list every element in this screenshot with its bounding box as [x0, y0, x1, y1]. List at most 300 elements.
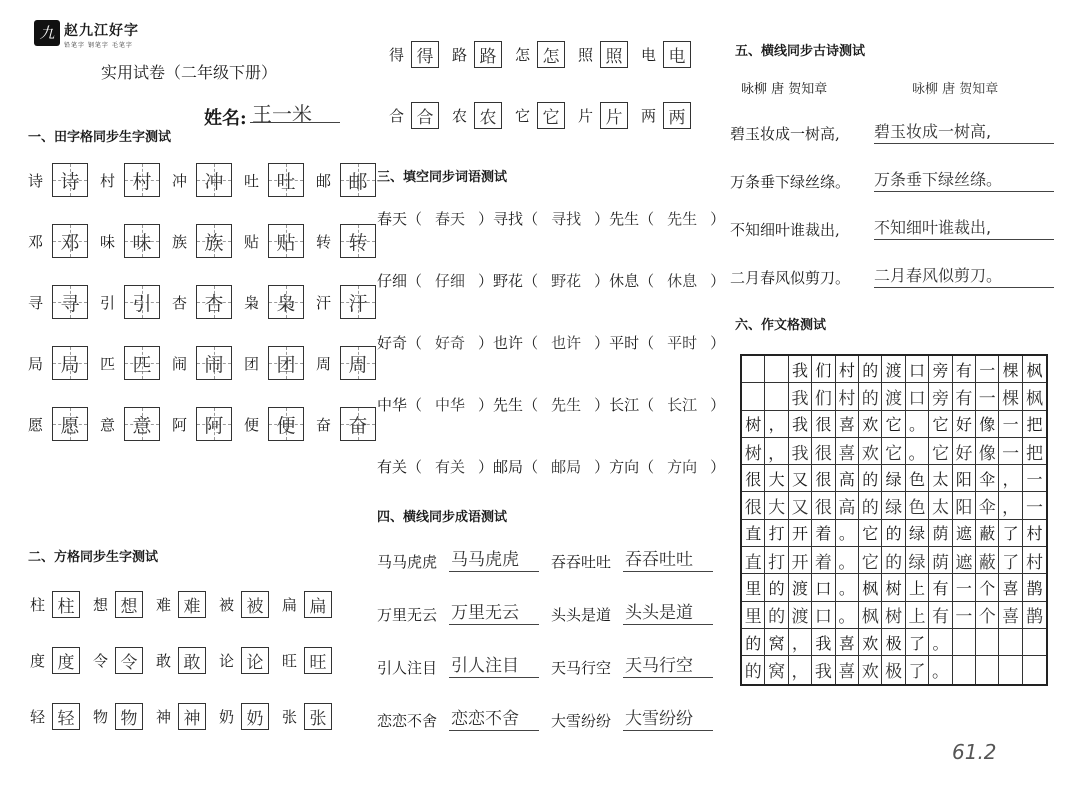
printed-char: 贴 [244, 232, 260, 251]
printed-char: 它 [515, 106, 531, 125]
printed-char: 奋 [316, 415, 332, 434]
written-char: 扁 [309, 596, 327, 617]
idiom-written: 天马行空 [623, 651, 713, 678]
fangge-cell [304, 647, 332, 674]
composition-cell: 它 [882, 438, 905, 464]
composition-cell: 大 [765, 492, 788, 518]
composition-cell: 树 [742, 438, 765, 464]
fangge-cell [411, 102, 439, 129]
composition-cell: 着 [812, 520, 835, 546]
composition-row-written [742, 547, 1046, 574]
written-char: 旺 [309, 652, 327, 673]
tianzige-cell [340, 163, 376, 197]
composition-cell: 有 [929, 602, 952, 628]
tianzige-cell [52, 224, 88, 258]
poem-printed: 万条垂下绿丝绦。 [730, 173, 851, 191]
fangge-cell [178, 591, 206, 618]
written-char: 度 [57, 652, 75, 673]
composition-cell: 欢 [859, 411, 882, 437]
composition-cell [765, 383, 788, 409]
written-char: 团 [276, 353, 296, 376]
section2-grid [30, 590, 345, 758]
composition-cell: 里 [742, 602, 765, 628]
composition-cell: 绿 [882, 465, 905, 491]
written-char: 奋 [348, 414, 368, 437]
printed-char: 转 [316, 232, 332, 251]
composition-cell: 像 [976, 438, 999, 464]
composition-cell: 枫 [1025, 388, 1043, 409]
fangge-cell [600, 41, 628, 68]
composition-cell: 我 [789, 383, 812, 409]
name-label: 姓名: [204, 108, 247, 129]
written-word: 也许 [551, 334, 582, 352]
composition-cell: 个 [976, 602, 999, 628]
composition-cell [976, 656, 999, 683]
composition-cell: 的 [765, 602, 788, 628]
composition-cell: 的 [742, 629, 765, 655]
printed-char: 令 [93, 651, 109, 670]
section3-rows [377, 208, 725, 518]
printed-word: 也许 [493, 334, 524, 352]
composition-cell: 很 [742, 465, 765, 491]
composition-cell: 上 [906, 602, 929, 628]
idiom-printed: 天马行空 [551, 659, 612, 677]
written-word: 先生 [551, 396, 582, 414]
composition-cell: 很 [812, 492, 835, 518]
composition-cell: 。 [836, 602, 859, 628]
poem-row [730, 214, 1054, 240]
section2-title: 二、方格同步生字测试 [28, 550, 159, 565]
composition-cell: 口 [906, 383, 929, 409]
composition-cell: ， [999, 492, 1022, 518]
composition-cell: 棵 [999, 356, 1022, 382]
composition-cell: 。 [836, 547, 859, 573]
tianzige-cell [52, 163, 88, 197]
tianzige-cell [124, 346, 160, 380]
composition-cell: 有 [953, 383, 976, 409]
composition-row-printed [742, 629, 1046, 656]
written-char: 敢 [183, 652, 201, 673]
composition-cell: 枫 [859, 602, 882, 628]
printed-char: 邓 [28, 232, 44, 251]
printed-char: 合 [389, 106, 405, 125]
composition-cell: 村 [836, 383, 859, 409]
written-word: 中华 [435, 396, 466, 414]
written-char: 片 [605, 107, 623, 128]
tianzige-row [28, 221, 388, 261]
printed-char: 度 [30, 651, 46, 670]
composition-row-printed [742, 574, 1046, 601]
tianzige-row [28, 160, 388, 200]
poem-written: 不知细叶谁裁出, [874, 215, 1054, 240]
composition-cell: 它 [929, 438, 952, 464]
tianzige-cell [196, 285, 232, 319]
composition-cell: 了 [999, 520, 1022, 546]
composition-cell: 枫 [1026, 360, 1043, 380]
tianzige-cell [196, 224, 232, 258]
printed-word: 先生 [493, 396, 524, 414]
composition-cell: 一 [999, 438, 1022, 464]
composition-cell [953, 656, 976, 683]
composition-cell: 荫 [929, 547, 952, 573]
written-char: 阿 [204, 414, 224, 437]
written-char: 农 [479, 107, 497, 128]
fangge-row [389, 101, 704, 129]
composition-cell: 它 [859, 520, 882, 546]
composition-cell: 一 [976, 356, 999, 382]
printed-char: 村 [100, 171, 116, 190]
tianzige-cell [124, 224, 160, 258]
composition-cell: 喜 [836, 411, 859, 437]
composition-cell: 好 [953, 411, 976, 437]
composition-cell: 像 [976, 411, 999, 437]
composition-cell: 了 [906, 629, 929, 655]
tianzige-cell [268, 285, 304, 319]
composition-cell [765, 356, 788, 382]
printed-word: 好奇 [377, 334, 408, 352]
composition-cell: 口 [812, 574, 835, 600]
printed-char: 团 [244, 354, 260, 373]
composition-cell: 遮 [953, 547, 976, 573]
tianzige-row [28, 282, 388, 322]
composition-cell: 村 [836, 356, 859, 382]
composition-cell: 喜 [999, 574, 1022, 600]
written-word: 平时 [667, 334, 698, 352]
fangge-row [30, 646, 345, 674]
written-word: 先生 [667, 210, 698, 228]
composition-cell: 们 [812, 356, 835, 382]
tianzige-cell [52, 285, 88, 319]
composition-cell: 里 [742, 574, 765, 600]
written-char: 令 [120, 652, 138, 673]
composition-cell: 一 [1026, 469, 1043, 489]
idiom-printed: 吞吞吐吐 [551, 553, 612, 571]
printed-char: 意 [100, 415, 116, 434]
idiom-printed: 大雪纷纷 [551, 712, 612, 730]
composition-cell: 很 [812, 438, 835, 464]
composition-cell: 一 [953, 574, 976, 600]
composition-cell: 色 [906, 465, 929, 491]
composition-cell: 绿 [906, 520, 929, 546]
printed-char: 难 [156, 595, 172, 614]
printed-char: 敢 [156, 651, 172, 670]
written-char: 合 [416, 107, 434, 128]
written-char: 便 [276, 414, 296, 437]
poem-title-left: 咏柳 唐 贺知章 [741, 82, 828, 97]
tianzige-cell [52, 407, 88, 441]
composition-cell: 口 [906, 356, 929, 382]
written-word: 寻找 [551, 210, 582, 228]
fangge-cell [474, 41, 502, 68]
composition-cell: 上 [906, 574, 929, 600]
written-char: 柱 [57, 596, 75, 617]
fangge-cell [537, 41, 565, 68]
written-char: 邓 [60, 231, 80, 254]
fill-row: 有关（ 有关 ）邮局（ 邮局 ）方向（ 方向 ） [377, 458, 726, 476]
written-char: 汗 [348, 292, 368, 315]
composition-cell [742, 356, 765, 382]
printed-char: 农 [452, 106, 468, 125]
composition-cell: 的 [742, 656, 765, 683]
composition-cell: 它 [859, 547, 882, 573]
poem-title-right: 咏柳 唐 贺知章 [912, 82, 999, 97]
written-char: 周 [348, 353, 368, 376]
composition-cell: 喜 [836, 629, 859, 655]
printed-char: 枭 [244, 293, 260, 312]
printed-char: 闹 [172, 354, 188, 373]
composition-cell: 的 [859, 356, 882, 382]
written-char: 闹 [204, 353, 224, 376]
composition-cell: 渡 [789, 574, 812, 600]
printed-word: 方向 [609, 458, 640, 476]
section4-title: 四、横线同步成语测试 [377, 510, 508, 525]
fangge-row [30, 590, 345, 618]
written-char: 路 [479, 46, 497, 67]
composition-cell: 欢 [859, 656, 882, 683]
composition-cell: 村 [1025, 552, 1043, 573]
brand-name: 赵九江好字 [64, 23, 139, 39]
fangge-cell [115, 703, 143, 730]
composition-cell: 喜 [836, 656, 859, 683]
section3-title: 三、填空同步词语测试 [377, 170, 508, 185]
fangge-cell [178, 647, 206, 674]
printed-char: 扁 [282, 595, 298, 614]
composition-cell: 的 [882, 520, 905, 546]
section5-title: 五、横线同步古诗测试 [735, 44, 866, 59]
composition-row-written [742, 492, 1046, 519]
tianzige-cell [52, 346, 88, 380]
composition-cell: 又 [789, 465, 812, 491]
composition-cell: 棵 [999, 383, 1022, 409]
composition-cell: 它 [882, 411, 905, 437]
composition-cell: 一 [1025, 498, 1043, 519]
written-char: 照 [605, 46, 623, 67]
composition-cell: 村 [1026, 524, 1043, 544]
printed-char: 得 [389, 45, 405, 64]
printed-char: 引 [100, 293, 116, 312]
section1-grid [28, 160, 388, 465]
fill-row: 好奇（ 好奇 ）也许（ 也许 ）平时（ 平时 ） [377, 334, 726, 352]
section4-rows [377, 546, 713, 758]
written-word: 有关 [435, 458, 466, 476]
page-number: 61.2 [952, 740, 997, 764]
written-char: 得 [416, 46, 434, 67]
fangge-cell [115, 647, 143, 674]
composition-cell [742, 383, 765, 409]
tianzige-cell [268, 224, 304, 258]
composition-cell: 一 [999, 411, 1022, 437]
idiom-printed: 万里无云 [377, 606, 438, 624]
composition-cell: 。 [906, 411, 929, 437]
composition-cell: 欢 [859, 629, 882, 655]
written-char: 杏 [204, 292, 224, 315]
written-char: 诗 [60, 170, 80, 193]
printed-char: 被 [219, 595, 235, 614]
printed-char: 路 [452, 45, 468, 64]
printed-char: 汗 [316, 293, 332, 312]
written-word: 野花 [551, 272, 582, 290]
section6-title: 六、作文格测试 [735, 318, 827, 333]
composition-cell: 渡 [882, 356, 905, 382]
fangge-cell [663, 41, 691, 68]
tianzige-cell [124, 285, 160, 319]
printed-char: 邮 [316, 171, 332, 190]
printed-word: 平时 [609, 334, 640, 352]
composition-row-printed [742, 465, 1046, 492]
composition-cell: 荫 [929, 520, 952, 546]
tianzige-cell [196, 346, 232, 380]
composition-row-written [742, 383, 1046, 410]
composition-cell [999, 656, 1022, 683]
written-char: 意 [132, 414, 152, 437]
written-char: 匹 [132, 353, 152, 376]
idiom-row [377, 705, 713, 731]
written-word: 长江 [667, 396, 698, 414]
composition-cell: 的 [859, 383, 882, 409]
printed-char: 匹 [100, 354, 116, 373]
composition-cell: 绿 [882, 492, 905, 518]
name-underline [250, 122, 340, 123]
fangge-cell [537, 102, 565, 129]
printed-char: 吐 [244, 171, 260, 190]
printed-char: 片 [578, 106, 594, 125]
composition-cell: 我 [789, 356, 812, 382]
composition-cell: 。 [929, 629, 952, 655]
idiom-printed: 头头是道 [551, 606, 612, 624]
composition-cell: 遮 [953, 520, 976, 546]
composition-cell: 。 [906, 438, 929, 464]
composition-cell: 开 [789, 547, 812, 573]
idiom-printed: 引人注目 [377, 659, 438, 677]
composition-cell: 渡 [882, 383, 905, 409]
printed-char: 寻 [28, 293, 44, 312]
composition-cell: 太 [929, 465, 952, 491]
composition-cell: ， [789, 656, 812, 683]
fangge-cell [178, 703, 206, 730]
printed-char: 张 [282, 707, 298, 726]
poem-printed: 二月春风似剪刀。 [730, 269, 851, 287]
composition-row-written [742, 438, 1046, 465]
composition-cell: 窝 [765, 656, 788, 683]
written-char: 局 [60, 353, 80, 376]
composition-cell: 们 [812, 383, 835, 409]
idiom-written: 吞吞吐吐 [623, 545, 713, 572]
composition-cell: 直 [742, 520, 765, 546]
printed-char: 局 [28, 354, 44, 373]
written-char: 难 [183, 596, 201, 617]
idiom-printed: 马马虎虎 [377, 553, 438, 571]
written-char: 寻 [60, 292, 80, 315]
printed-char: 论 [219, 651, 235, 670]
printed-word: 野花 [493, 272, 524, 290]
composition-cell: 开 [789, 520, 812, 546]
written-word: 仔细 [435, 272, 466, 290]
fangge-cell [241, 647, 269, 674]
composition-cell [1023, 629, 1046, 655]
composition-row-printed [742, 411, 1046, 438]
idiom-written: 万里无云 [449, 598, 539, 625]
printed-char: 族 [172, 232, 188, 251]
idiom-row [377, 652, 713, 678]
composition-cell: 有 [953, 356, 976, 382]
poem-row [730, 262, 1054, 288]
fill-row: 春天（ 春天 ）寻找（ 寻找 ）先生（ 先生 ） [377, 210, 726, 228]
composition-cell: 大 [765, 465, 788, 491]
composition-cell: 好 [953, 438, 976, 464]
composition-cell: 的 [859, 492, 882, 518]
written-char: 怎 [542, 46, 560, 67]
composition-cell: 着 [812, 547, 835, 573]
poem-row [730, 118, 1054, 144]
composition-cell: 把 [1026, 415, 1043, 435]
written-char: 邮 [348, 170, 368, 193]
idiom-written: 引人注目 [449, 651, 539, 678]
tianzige-cell [340, 285, 376, 319]
fill-row: 仔细（ 仔细 ）野花（ 野花 ）休息（ 休息 ） [377, 272, 726, 290]
fangge-row [30, 702, 345, 730]
composition-cell: 的 [765, 574, 788, 600]
composition-cell: 打 [765, 520, 788, 546]
composition-cell: 旁 [929, 383, 952, 409]
fangge-cell [241, 703, 269, 730]
written-word: 春天 [435, 210, 466, 228]
composition-cell: 打 [765, 547, 788, 573]
composition-cell: 阳 [953, 465, 976, 491]
printed-char: 旺 [282, 651, 298, 670]
composition-cell [976, 629, 999, 655]
idiom-written: 马马虎虎 [449, 545, 539, 572]
written-char: 物 [120, 708, 138, 729]
composition-row-written [742, 602, 1046, 629]
composition-cell: 。 [836, 520, 859, 546]
tianzige-cell [268, 407, 304, 441]
tianzige-cell [340, 346, 376, 380]
composition-cell: 有 [929, 574, 952, 600]
composition-grid [740, 354, 1048, 686]
written-char: 枭 [276, 292, 296, 315]
composition-cell [1023, 656, 1046, 683]
composition-cell: 旁 [929, 356, 952, 382]
printed-char: 周 [316, 354, 332, 373]
composition-cell: 喜 [999, 602, 1022, 628]
idiom-written: 恋恋不舍 [449, 704, 539, 731]
composition-cell: 伞 [976, 492, 999, 518]
idiom-printed: 恋恋不舍 [377, 712, 438, 730]
poem-written: 万条垂下绿丝绦。 [874, 167, 1054, 192]
composition-cell: 高 [836, 492, 859, 518]
tianzige-cell [268, 163, 304, 197]
composition-cell [953, 629, 976, 655]
printed-char: 神 [156, 707, 172, 726]
printed-char: 照 [578, 45, 594, 64]
composition-cell: 。 [836, 574, 859, 600]
fangge-cell [52, 591, 80, 618]
composition-cell: 枫 [859, 574, 882, 600]
section1-title: 一、田字格同步生字测试 [28, 130, 172, 145]
section2-top-rows [389, 40, 704, 129]
composition-cell: 口 [812, 602, 835, 628]
printed-char: 冲 [172, 171, 188, 190]
composition-cell: 很 [812, 465, 835, 491]
composition-cell: 渡 [789, 602, 812, 628]
composition-row-printed [742, 520, 1046, 547]
printed-word: 有关 [377, 458, 408, 476]
composition-cell: 我 [789, 438, 812, 464]
composition-cell: 一 [976, 383, 999, 409]
tianzige-cell [124, 163, 160, 197]
composition-cell: 。 [929, 656, 952, 683]
poem-written: 二月春风似剪刀。 [874, 263, 1054, 288]
